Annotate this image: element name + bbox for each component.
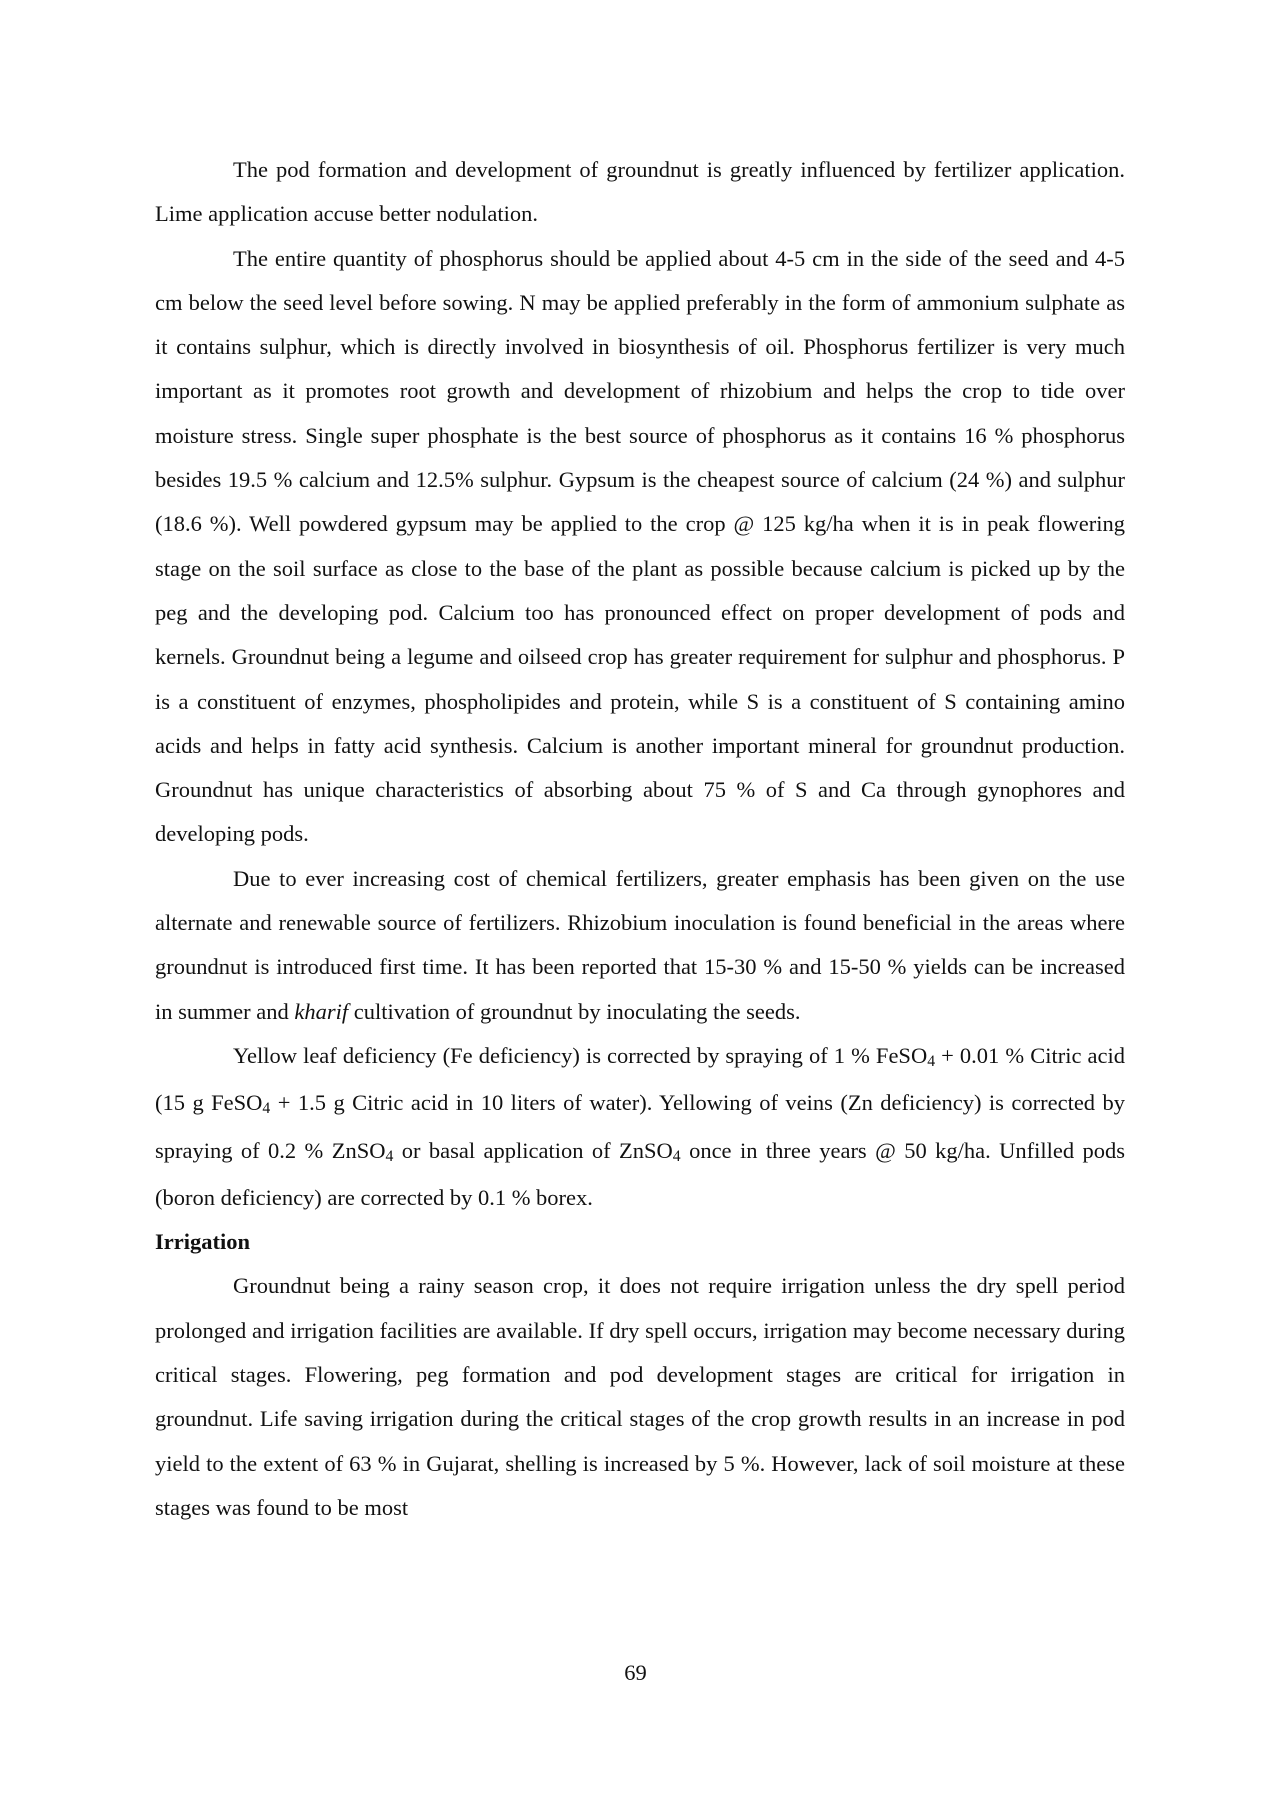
subscript: 4 — [672, 1147, 681, 1165]
page-body — [155, 148, 1125, 1530]
text-span: or basal application of ZnSO — [393, 1137, 673, 1163]
paragraph-fertilizer-intro: The pod formation and development of groundnut is greatly influenced by fertilizer application. Lime application accuse better nodulation. — [155, 157, 1125, 227]
paragraph-irrigation: Groundnut being a rainy season crop, it does not require irrigation unless the dry spell period prolonged and irrigation facilities are available. If dry spell occurs, irrigation may become necessary during critical stages. Flowering, peg formation and pod development stages are critical for irrigation in groundnut. Life saving irrigation during the critical stages of the crop growth results in an increase in pod yield to the extent of 63 % in Gujarat, shelling is increased by 5 %. However, lack of soil moisture at these stages was found to be most — [155, 1273, 1125, 1520]
paragraph-phosphorus: The entire quantity of phosphorus should be applied about 4-5 cm in the side of the seed and 4-5 cm below the seed level before sowing. N may be applied preferably in the form of ammonium sulphate as it contains sulphur, which is directly involved in biosynthesis of oil. Phosphorus fertilizer is very much important as it promotes root growth and development of rhizobium and helps the crop to tide over moisture stress. Single super phosphate is the best source of phosphorus as it contains 16 % phosphorus besides 19.5 % calcium and 12.5% sulphur. Gypsum is the cheapest source of calcium (24 %) and sulphur (18.6 %). Well powdered gypsum may be applied to the crop @ 125 kg/ha when it is in peak flowering stage on the soil surface as close to the base of the plant as possible because calcium is picked up by the peg and the developing pod. Calcium too has pronounced effect on proper development of pods and kernels. Groundnut being a legume and oilseed crop has greater requirement for sulphur and phosphorus. P is a constituent of enzymes, phospholipides and protein, while S is a constituent of S containing amino acids and helps in fatty acid synthesis. Calcium is another important mineral for groundnut production. Groundnut has unique characteristics of absorbing about 75 % of S and Ca through gynophores and developing pods. — [155, 245, 1125, 847]
subscript: 4 — [927, 1053, 936, 1071]
paragraph-micronutrients — [155, 1034, 1125, 1220]
subscript: 4 — [262, 1100, 271, 1118]
section-heading-irrigation: Irrigation — [155, 1229, 250, 1255]
paragraph-biofertilizers — [155, 857, 1125, 1034]
text-span: once in three years @ 50 kg/ha. Unfilled pods (boron deficiency) are corrected by 0.1 % borex. — [155, 1137, 1126, 1210]
text-span: Due to ever increasing cost of chemical fertilizers, greater emphasis has been given on the use alternate and renewable source of fertilizers. Rhizobium inoculation is found beneficial in the areas where groundnut is introduced first time. It has been reported that 15-30 % and 15-50 % yields can be increased in summer and — [155, 865, 1125, 1024]
text-span: + 1.5 g Citric acid in 10 liters of water). Yellowing of veins (Zn deficiency) is corrected by spraying of 0.2 % ZnSO — [155, 1090, 1126, 1163]
text-span: cultivation of groundnut by inoculating the seeds. — [348, 998, 801, 1024]
page-number: 69 — [624, 1660, 647, 1685]
text-span: + 0.01 % Citric acid (15 g FeSO — [155, 1042, 1125, 1116]
text-span: Yellow leaf deficiency (Fe deficiency) is corrected by spraying of 1 % FeSO — [233, 1042, 928, 1068]
italic-term: kharif — [294, 998, 349, 1024]
subscript: 4 — [385, 1147, 394, 1165]
